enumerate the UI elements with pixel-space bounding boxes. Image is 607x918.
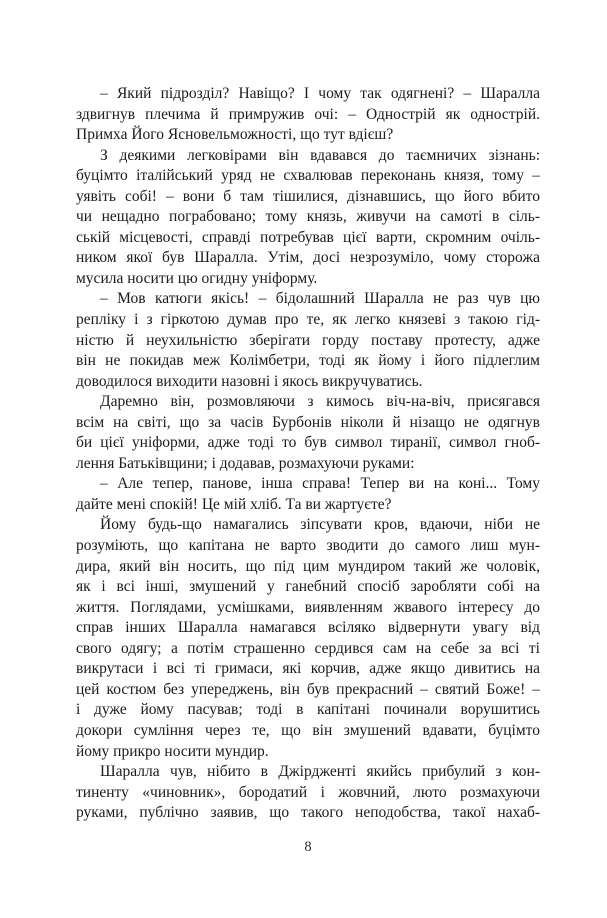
- text-line: мусила носити цю огидну уніформу.: [76, 269, 318, 287]
- text-line: Шаралла чув, нібито в Джірдженті якийсь прибулий з кон-: [100, 763, 540, 781]
- text-line: уявіть собі! – вони б там тішилися, дізнавшись, що його вбито: [76, 187, 540, 205]
- text-line: розуміють, що капітана не варто зводити до самого лиш мун-: [76, 537, 540, 555]
- text-line: чи нещадно пограбовано; тому князь, живучи на самоті в сіль-: [76, 208, 540, 226]
- text-line: дайте мені спокій! Це мій хліб. Та ви жартуєте?: [76, 495, 392, 513]
- paragraph-narrative-3: [76, 515, 540, 762]
- paragraph-dialogue-1: [76, 84, 540, 146]
- text-line: репліку і з гіркотою думав про те, як легко князеві з такою гід-: [76, 311, 540, 329]
- text-line: цей костюм без упереджень, він був прекрасний – святий Боже! –: [76, 680, 540, 698]
- text-line: дира, який він носить, що під цим мундиром такий же чоловік,: [76, 557, 540, 575]
- text-line: руками, публічно заявив, що такого неподобства, такої нахаб-: [76, 804, 540, 822]
- paragraph-dialogue-3: [76, 474, 540, 515]
- text-line: З деякими легковірами він вдавався до таємничих зізнань:: [100, 146, 540, 164]
- text-line: лення Батьківщини; і додавав, розмахуючи руками:: [76, 454, 415, 472]
- text-line: буцімто італійський уряд не схвалював переконань князя, тому –: [76, 167, 540, 185]
- text-block: [76, 84, 540, 824]
- text-line: би цієї уніформи, адже тоді то був символ тиранії, символ гноб-: [76, 434, 540, 452]
- text-line: – Мов катюги якісь! – бідолашний Шаралла не раз чув цю: [100, 290, 540, 308]
- text-line: і дуже йому пасував; тоді в капітані починали ворушитись: [76, 701, 540, 719]
- text-line: він не покидав меж Колімбетри, тоді як йому і його підлеглим: [76, 352, 540, 370]
- text-line: Даремно він, розмовляючи з кимось віч-на-віч, присягався: [100, 393, 540, 411]
- text-line: ській місцевості, справді потребував цієї варти, скромним очіль-: [76, 228, 540, 246]
- paragraph-narrative-2: [76, 392, 540, 474]
- text-line: всім на світі, що за часів Бурбонів ніколи й нізащо не одягнув: [76, 413, 540, 431]
- text-line: доводилося виходити назовні і якось викручуватись.: [76, 372, 423, 390]
- text-line: Йому будь-що намагались зіпсувати кров, вдаючи, ніби не: [100, 516, 540, 534]
- text-line: як і всі інші, змушений у ганебний спосіб заробляти собі на: [76, 578, 540, 596]
- text-line: – Але тепер, панове, інша справа! Тепер ви на коні... Тому: [100, 475, 540, 493]
- text-line: здвигнув плечима й примружив очі: – Однострій як однострій.: [76, 105, 540, 123]
- text-line: Примха Його Ясновельможності, що тут вдієш?: [76, 126, 394, 144]
- text-line: справ інших Шаралла намагався всіляко відвернути увагу від: [76, 619, 540, 637]
- page-number: 8: [304, 839, 312, 855]
- text-line: ником якої був Шаралла. Утім, досі незрозуміло, чому сторожа: [76, 249, 540, 267]
- text-line: свого одягу; а потім страшенно сердився сам на себе за всі ті: [76, 639, 540, 657]
- text-line: – Який підрозділ? Навіщо? І чому так одягнені? – Шаралла: [100, 85, 540, 102]
- paragraph-narrative-4: [76, 762, 540, 824]
- text-line: викрутаси і всі ті гримаси, які корчив, адже якщо дивитись на: [76, 660, 540, 678]
- text-line: йому прикро носити мундир.: [76, 742, 269, 760]
- paragraph-narrative-1: [76, 146, 540, 290]
- text-line: тиненту «чиновник», бородатий і жовчний, люто розмахуючи: [76, 783, 540, 801]
- paragraph-dialogue-2: [76, 289, 540, 392]
- text-line: ністю й неухильністю зберігати горду поставу протесту, адже: [76, 331, 540, 349]
- text-line: життя. Поглядами, усмішками, виявленням жвавого інтересу до: [76, 598, 540, 616]
- text-line: докори сумління через те, що він змушений вдавати, буцімто: [76, 721, 540, 739]
